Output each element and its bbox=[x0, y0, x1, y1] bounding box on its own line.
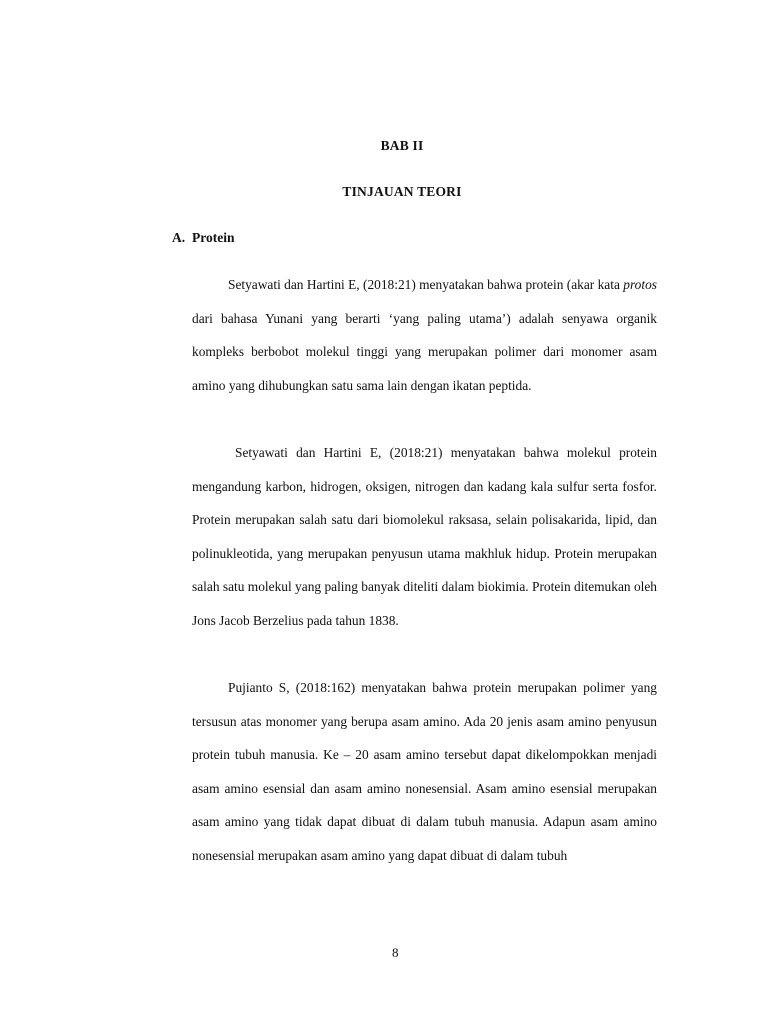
paragraph-2 bbox=[192, 436, 657, 638]
section-letter: A. bbox=[172, 230, 186, 245]
chapter-title: TINJAUAN TEORI bbox=[342, 184, 462, 199]
paragraph-3 bbox=[192, 671, 657, 873]
paragraph-1-italic-term: protos bbox=[623, 277, 657, 292]
paragraph-1 bbox=[192, 268, 657, 402]
paragraph-1-text-start: Setyawati dan Hartini E, (2018:21) menyatakan bahwa protein (akar kata bbox=[228, 277, 624, 292]
section-heading bbox=[172, 230, 235, 246]
paragraph-3-text: Pujianto S, (2018:162) menyatakan bahwa protein merupakan polimer yang tersusun atas monomer yang berupa asam amino. Ada 20 jenis asam amino penyusun protein tubuh manusia. Ke – 20 asam amino tersebut dapat dikelompokkan menjadi asam amino esensial dan asam amino nonesensial. Asam amino esensial merupakan asam amino yang tidak dapat dibuat di dalam tubuh manusia. Adapun asam amino nonesensial merupakan asam amino yang dapat dibuat di dalam tubuh bbox=[192, 680, 657, 863]
paragraph-2-text: Setyawati dan Hartini E, (2018:21) menyatakan bahwa molekul protein mengandung karbon, hidrogen, oksigen, nitrogen dan kadang kala sulfur serta fosfor. Protein merupakan salah satu dari biomolekul raksasa, selain polisakarida, lipid, dan polinukleotida, yang merupakan penyusun utama makhluk hidup. Protein merupakan salah satu molekul yang paling banyak diteliti dalam biokimia. Protein ditemukan oleh Jons Jacob Berzelius pada tahun 1838. bbox=[192, 445, 657, 628]
page-number: 8 bbox=[392, 945, 399, 960]
chapter-number: BAB II bbox=[380, 138, 424, 153]
paragraph-1-text-end: dari bahasa Yunani yang berarti ‘yang paling utama’) adalah senyawa organik kompleks berbobot molekul tinggi yang merupakan polimer dari monomer asam amino yang dihubungkan satu sama lain dengan ikatan peptida. bbox=[192, 310, 657, 393]
section-title: Protein bbox=[192, 230, 235, 245]
